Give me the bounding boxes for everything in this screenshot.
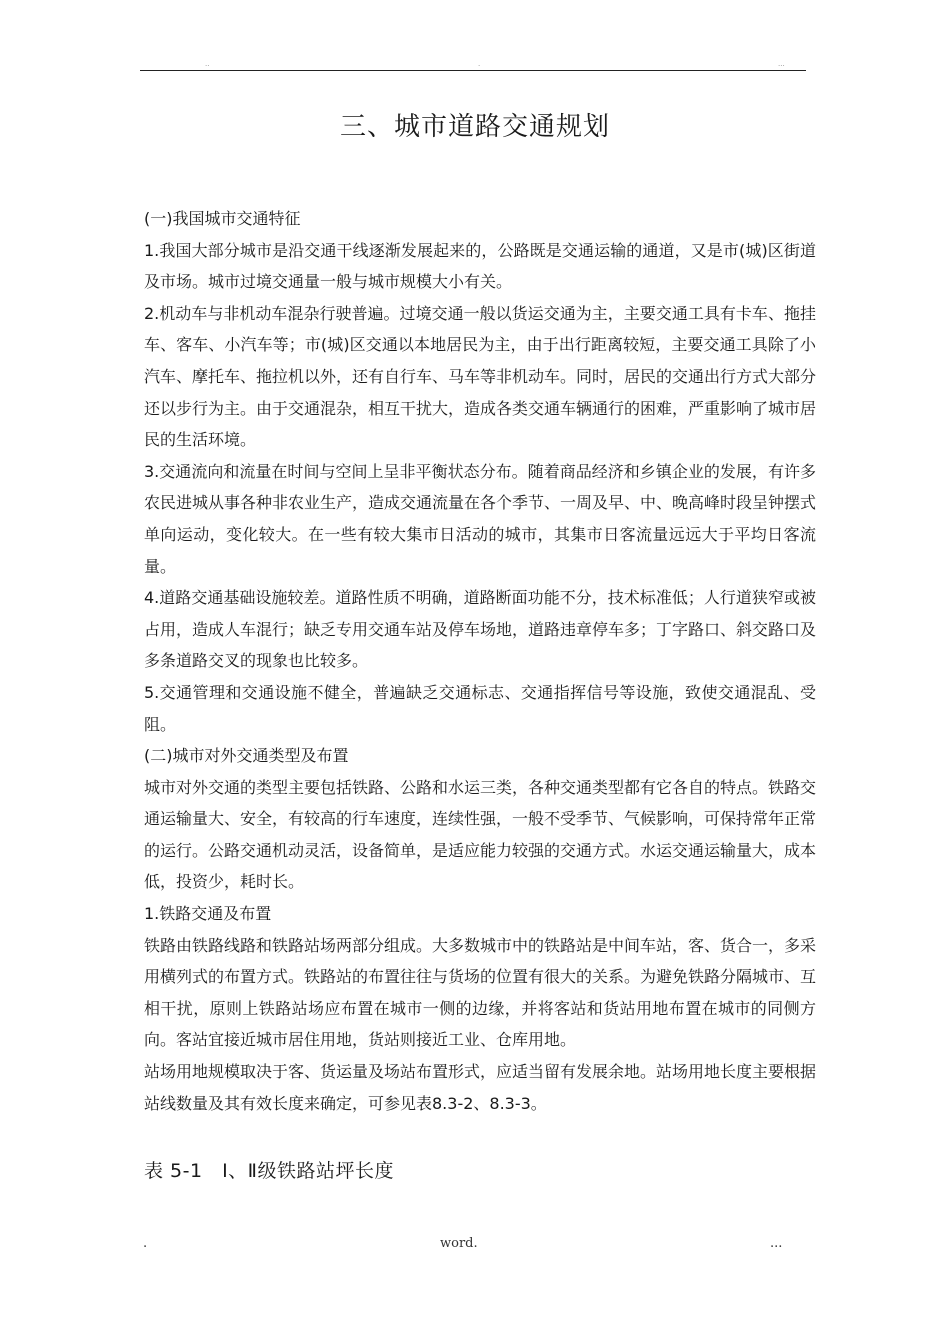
section-heading-2: (二)城市对外交通类型及布置 (144, 746, 349, 766)
footer-left: . (143, 1236, 148, 1251)
paragraph: 铁路由铁路线路和铁路站场两部分组成。大多数城市中的铁路站是中间车站，客、货合一，多采用横列式的布置方式。铁路站的布置往往与货场的位置有很大的关系。为避免铁路分隔城市、互相干扰，原则上铁路站场应布置在城市一侧的边缘，并将客站和货站用地布置在城市的同侧方向。客站宜接近城市居住用地，货站则接近工业、仓库用地。 (144, 935, 817, 1050)
paragraph: 3.交通流向和流量在时间与空间上呈非平衡状态分布。随着商品经济和乡镇企业的发展，有许多农民进城从事各种非农业生产，造成交通流量在各个季节、一周及早、中、晚高峰时段呈钟摆式单向运动，变化较大。在一些有较大集市日活动的城市，其集市日客流量远远大于平均日客流量。 (144, 461, 817, 576)
header-mark-right: ... (778, 60, 785, 68)
header-mark-center: . (478, 60, 481, 68)
paragraph: 5.交通管理和交通设施不健全，普遍缺乏交通标志、交通指挥信号等设施，致使交通混乱、受阻。 (144, 682, 816, 734)
section-heading-1: (一)我国城市交通特征 (144, 209, 301, 228)
header-mark-left: .. (205, 60, 210, 68)
paragraph: 站场用地规模取决于客、货运量及场站布置形式，应适当留有发展余地。站场用地长度主要根据站线数量及其有效长度来确定，可参见表8.3-2、8.3-3。 (144, 1062, 817, 1113)
paragraph: 城市对外交通的类型主要包括铁路、公路和水运三类，各种交通类型都有它各自的特点。铁路交通运输量大、安全，有较高的行车速度，连续性强，一般不受季节、气候影响，可保持常年正常的运行。公路交通机动灵活，设备简单，是适应能力较强的交通方式。水运交通运输量大，成本低，投资少，耗时长。 (144, 777, 817, 892)
footer-right: ... (770, 1236, 783, 1251)
subsection-heading: 1.铁路交通及布置 (144, 904, 272, 924)
header-rule (140, 70, 806, 71)
paragraph: 4.道路交通基础设施较差。道路性质不明确，道路断面功能不分，技术标准低；人行道狭窄或被占用，造成人车混行；缺乏专用交通车站及停车场地，道路违章停车多；丁字路口、斜交路口及多条道路交叉的现象也比较多。 (144, 588, 817, 671)
paragraph: 1.我国大部分城市是沿交通干线逐渐发展起来的，公路既是交通运输的通道，又是市(城)区街道及市场。城市过境交通量一般与城市规模大小有关。 (144, 240, 816, 292)
paragraph: 2.机动车与非机动车混杂行驶普遍。过境交通一般以货运交通为主，主要交通工具有卡车、拖挂车、客车、小汽车等；市(城)区交通以本地居民为主，由于出行距离较短，主要交通工具除了小汽车、摩托车、拖拉机以外，还有自行车、马车等非机动车。同时，居民的交通出行方式大部分还以步行为主。由于交通混杂，相互干扰大，造成各类交通车辆通行的困难，严重影响了城市居民的生活环境。 (144, 303, 817, 450)
body-text (144, 203, 816, 1119)
page-title: 三、城市道路交通规划 (339, 112, 610, 142)
footer-center: word. (440, 1236, 478, 1251)
table-caption: 表 5-1 Ⅰ、Ⅱ级铁路站坪长度 (144, 1160, 395, 1182)
